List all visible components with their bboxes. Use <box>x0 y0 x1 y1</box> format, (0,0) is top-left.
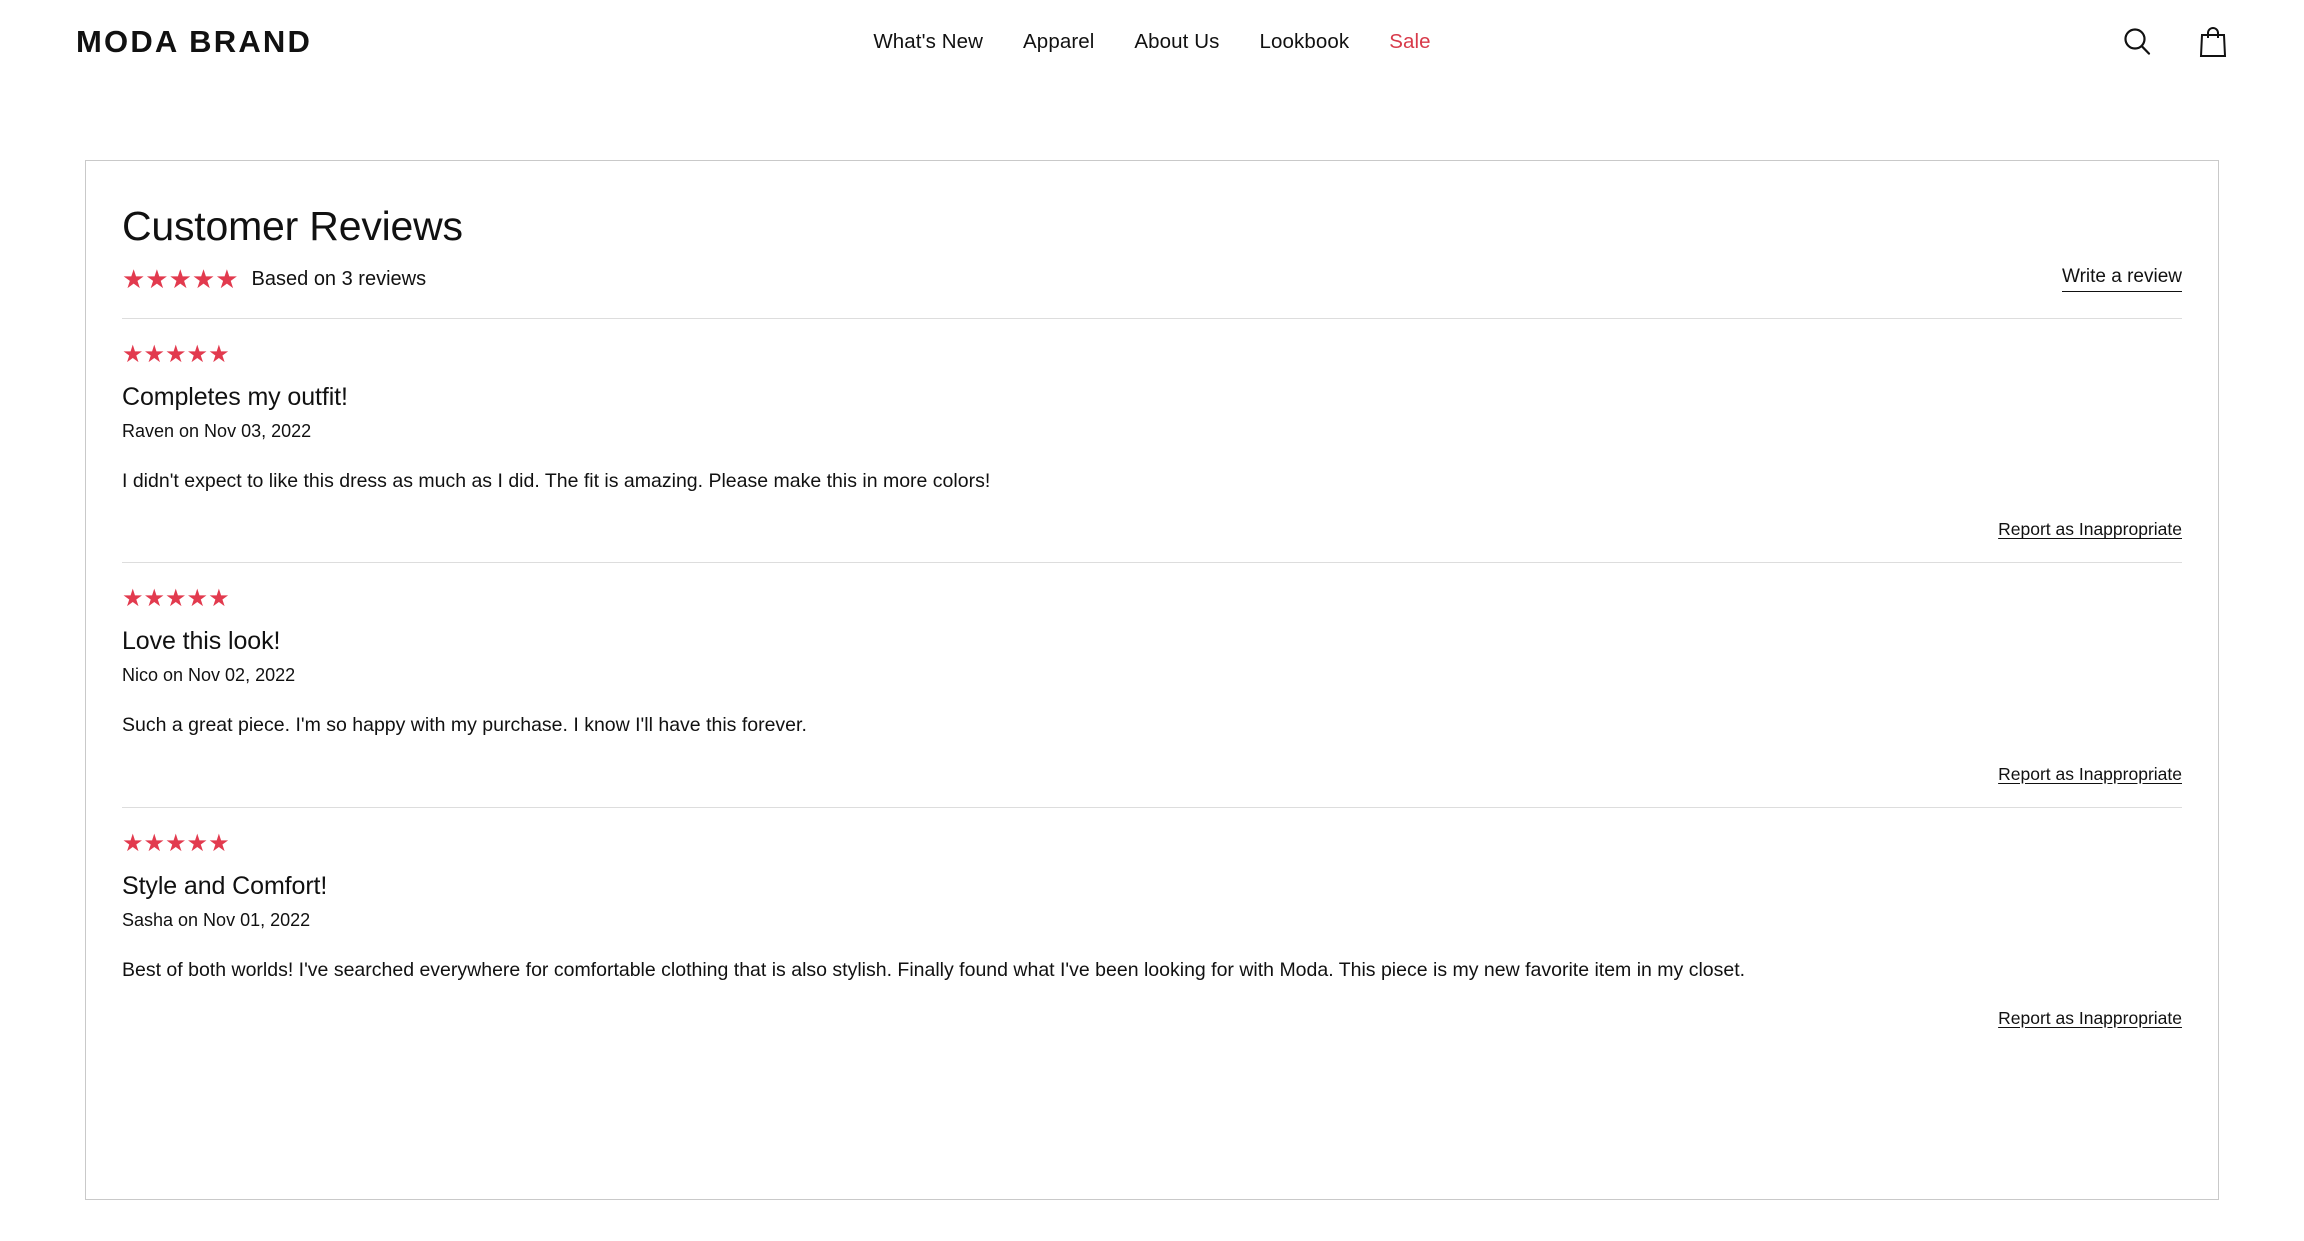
review-body: I didn't expect to like this dress as much as I did. The fit is amazing. Please make this in more colors! <box>122 470 991 492</box>
summary-star-rating: ★★★★★ <box>122 264 239 294</box>
review-item <box>122 563 2182 784</box>
review-title: Love this look! <box>122 627 281 656</box>
shopping-bag-icon[interactable] <box>2198 25 2228 59</box>
review-author-date: Raven on Nov 03, 2022 <box>122 421 312 441</box>
customer-reviews-panel <box>85 160 2219 1200</box>
brand-logo[interactable]: MODA BRAND <box>76 24 313 59</box>
write-a-review-button[interactable]: Write a review <box>2062 266 2182 292</box>
review-title: Completes my outfit! <box>122 383 348 411</box>
review-footer <box>122 764 2182 785</box>
review-title: Style and Comfort! <box>122 871 328 900</box>
page-title: Customer Reviews <box>122 203 463 249</box>
review-body: Such a great piece. I'm so happy with my purchase. I know I'll have this forever. <box>122 714 807 737</box>
review-footer <box>122 1008 2182 1029</box>
report-as-inappropriate-link[interactable]: Report as Inappropriate <box>1998 1007 2182 1028</box>
review-star-rating: ★★★★★ <box>122 829 230 857</box>
main-navigation <box>873 30 1430 54</box>
review-item <box>122 808 2182 1029</box>
reviews-summary <box>122 266 2182 292</box>
search-icon[interactable] <box>2120 25 2154 59</box>
review-star-rating: ★★★★★ <box>122 341 230 368</box>
nav-item-apparel[interactable]: Apparel <box>1023 30 1095 53</box>
review-footer <box>122 519 2182 540</box>
report-as-inappropriate-link[interactable]: Report as Inappropriate <box>1998 763 2182 784</box>
review-author-date: Sasha on Nov 01, 2022 <box>122 909 311 930</box>
review-body: Best of both worlds! I've searched everywhere for comfortable clothing that is also stylish. Finally found what I've been looking for with Moda. This piece is my new favorite item in my closet. <box>122 958 1746 981</box>
nav-item-whats-new[interactable]: What's New <box>873 30 984 53</box>
report-as-inappropriate-link[interactable]: Report as Inappropriate <box>1998 519 2182 540</box>
nav-item-sale[interactable]: Sale <box>1389 30 1431 53</box>
header-actions <box>2120 25 2228 59</box>
review-item <box>122 319 2182 540</box>
site-header <box>0 0 2304 84</box>
review-author-date: Nico on Nov 02, 2022 <box>122 665 296 686</box>
nav-item-lookbook[interactable]: Lookbook <box>1259 30 1350 53</box>
nav-item-about-us[interactable]: About Us <box>1134 30 1220 53</box>
review-star-rating: ★★★★★ <box>122 585 230 613</box>
summary-review-count: Based on 3 reviews <box>251 267 427 290</box>
